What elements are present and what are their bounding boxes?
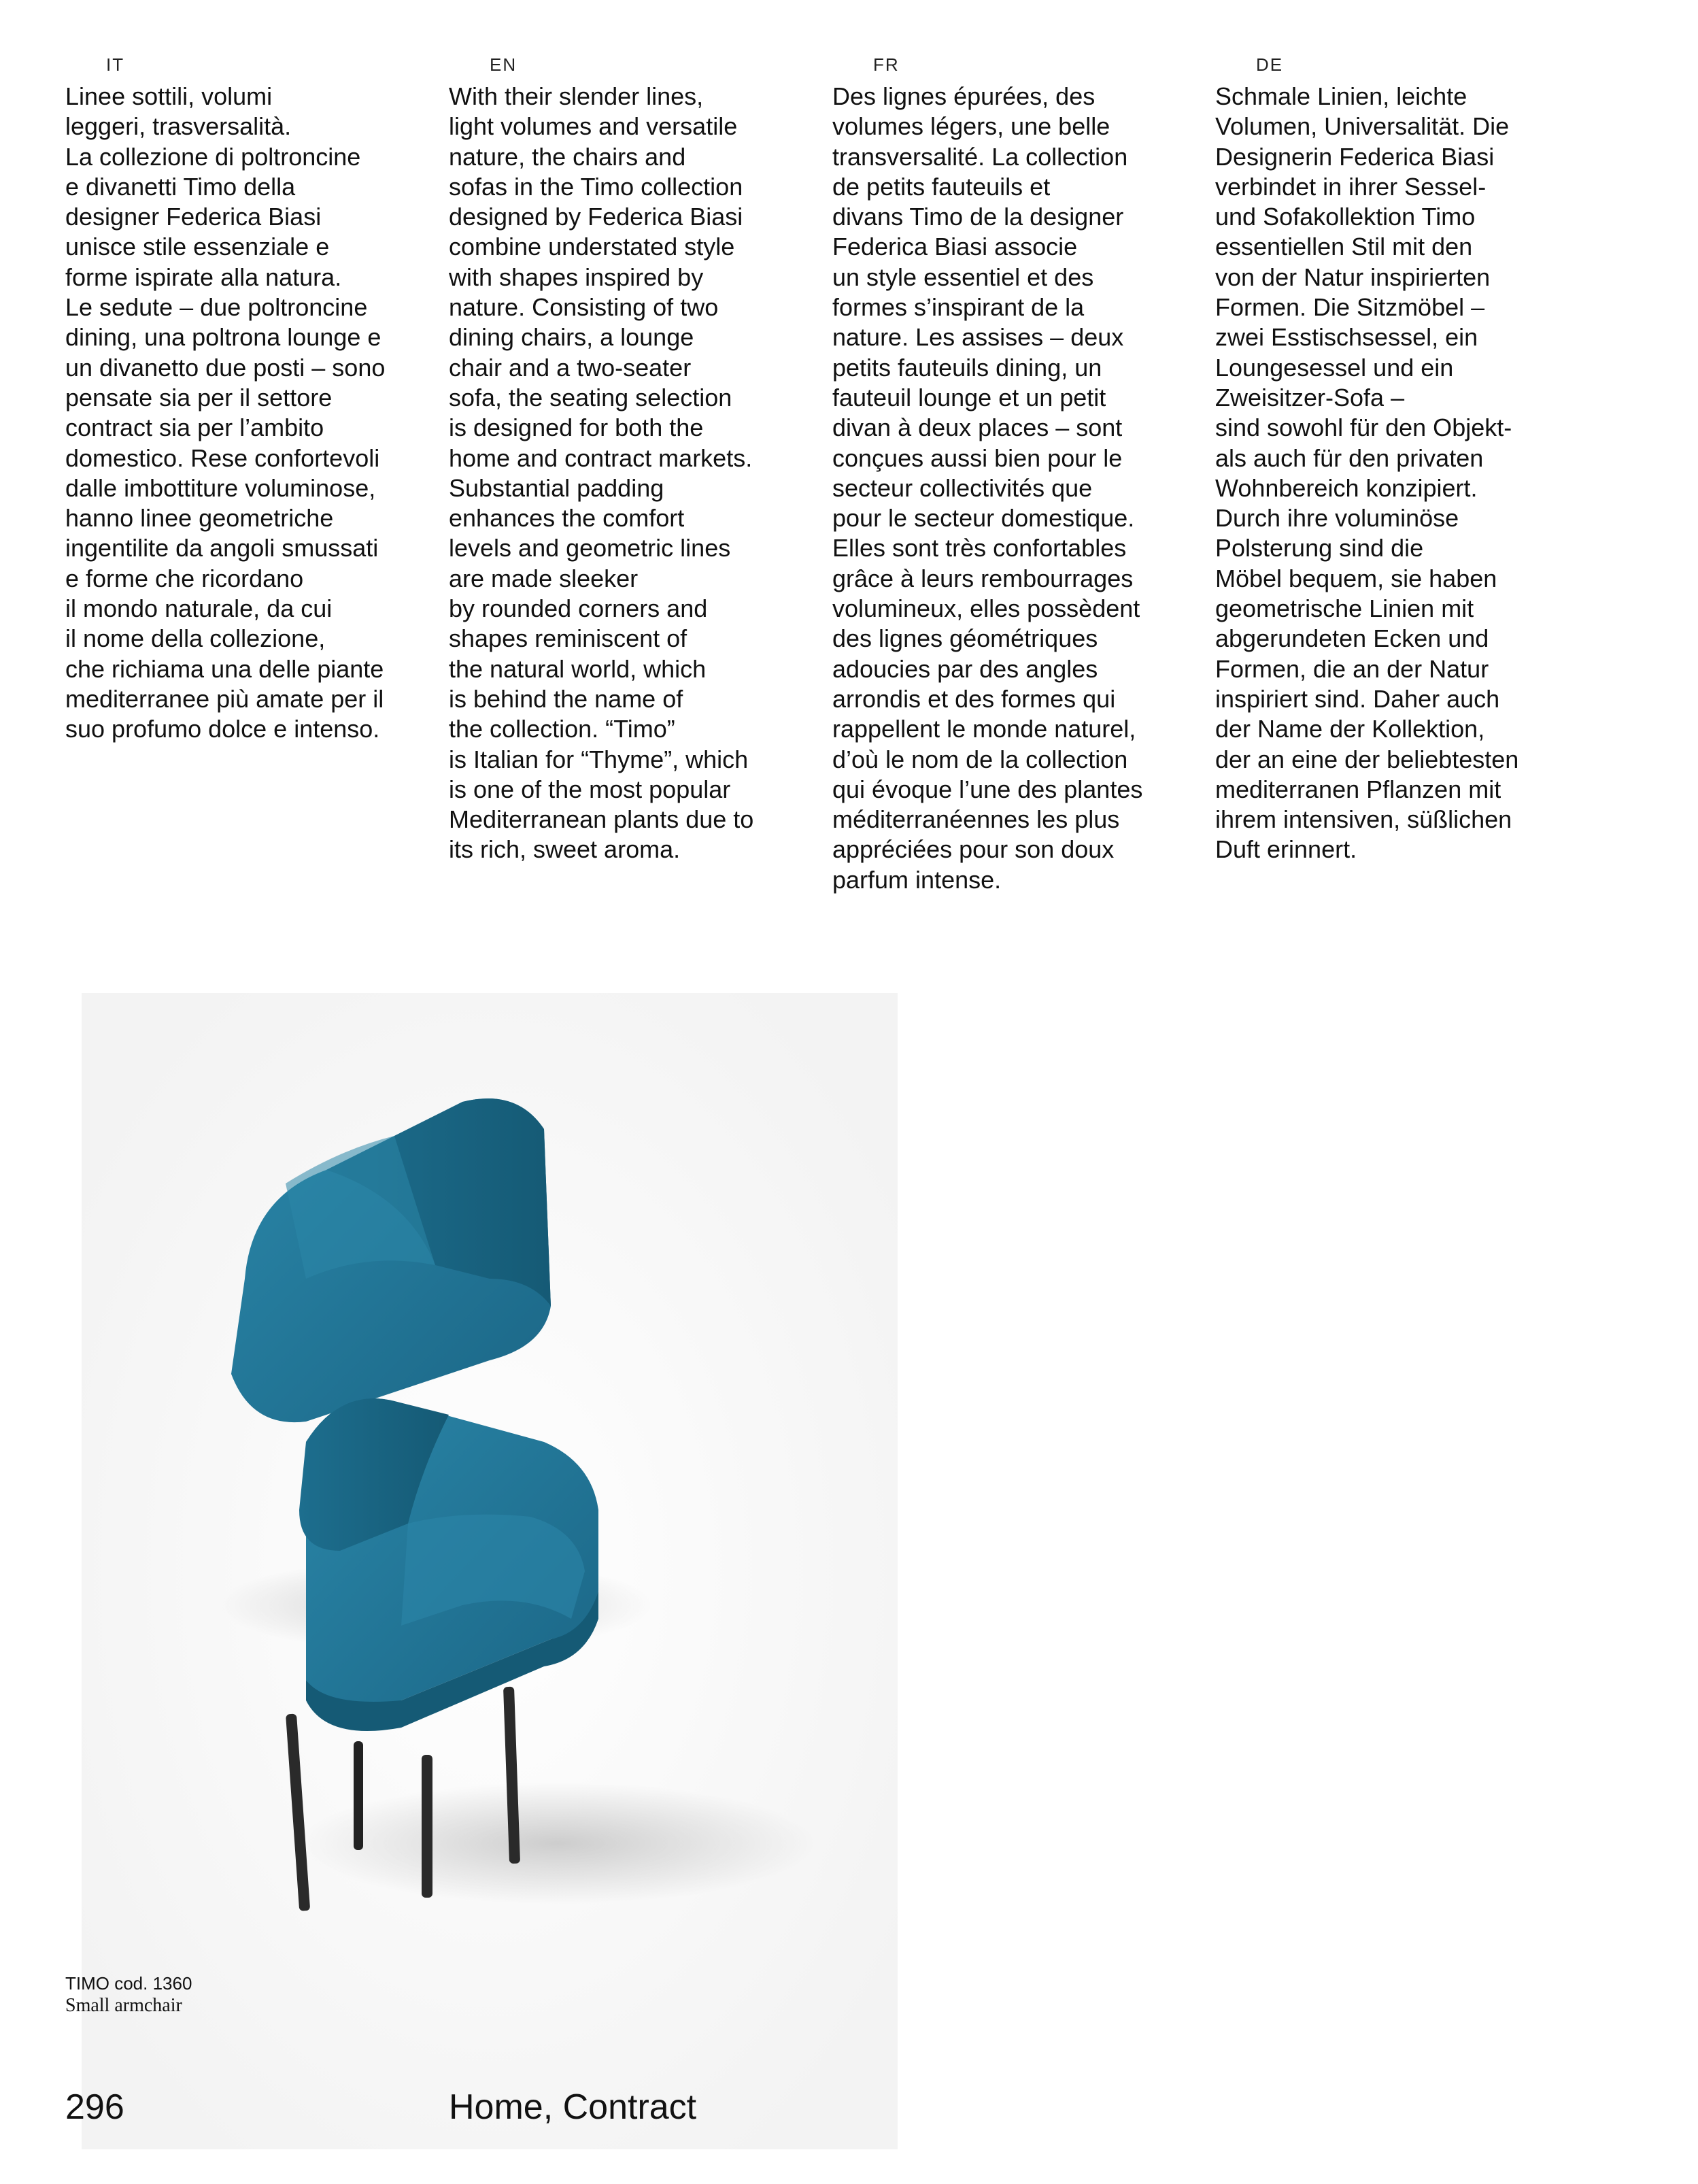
language-label-en: EN [490, 54, 517, 75]
language-label-fr: FR [873, 54, 900, 75]
body-text-it: Linee sottili, volumi leggeri, trasversalità. La collezione di poltroncine e divanetti Timo della designer Federica Biasi unisce stile essenziale e forme ispirate alla natura. Le sedute – due poltroncine dining, una poltrona lounge e un divanetto due posti – sono pensate sia per il settore contract sia per l’ambito domestico. Rese confortevoli dalle imbottiture voluminose, hanno linee geometriche ingentilite da angoli smussati e forme che ricordano il mondo naturale, da cui il nome della collezione, che richiama una delle piante mediterranee più amate per il suo profumo dolce e intenso. [65, 82, 386, 743]
product-photo-timo-armchairs [82, 993, 898, 2149]
product-description: Small armchair [65, 1995, 182, 2016]
body-text-fr: Des lignes épurées, des volumes légers, une belle transversalité. La collection de petits fauteuils et divans Timo de la designer Federica Biasi associe un style essentiel et des formes s’inspirant de la nature. Les assises – deux petits fauteuils dining, un fauteuil lounge et un petit divan à deux places – sont conçues aussi bien pour le secteur collectivités que pour le secteur domestique. Elles sont très confortables grâce à leurs rembourrages volumineux, elles possèdent des lignes géométriques adoucies par des angles arrondis et des formes qui rappellent le monde naturel, d’où le nom de la collection qui évoque l’une des plantes méditerranéennes les plus appréciées pour son doux parfum intense. [832, 82, 1143, 894]
body-text-en: With their slender lines, light volumes and versatile nature, the chairs and sofas in the Timo collection designed by Federica Biasi combine understated style with shapes inspired by nature. Consisting of two dining chairs, a lounge chair and a two-seater sofa, the seating selection is designed for both the home and contract markets. Substantial padding enhances the comfort levels and geometric lines are made sleeker by rounded corners and shapes reminiscent of the natural world, which is behind the name of the collection. “Timo” is Italian for “Thyme”, which is one of the most popular Mediterranean plants due to its rich, sweet aroma. [449, 82, 754, 864]
column-italian [65, 54, 432, 745]
section-title: Home, Contract [449, 2087, 697, 2127]
column-french [832, 54, 1200, 895]
column-german [1215, 54, 1582, 865]
body-text-de: Schmale Linien, leichte Volumen, Universalität. Die Designerin Federica Biasi verbindet in ihrer Sessel- und Sofakollektion Timo essentiellen Stil mit den von der Natur inspirierten Formen. Die Sitzmöbel – zwei Esstischsessel, ein Loungesessel und ein Zweisitzer-Sofa – sind sowohl für den Objekt- als auch für den privaten Wohnbereich konzipiert. Durch ihre voluminöse Polsterung sind die Möbel bequem, sie haben geometrische Linien mit abgerundeten Ecken und Formen, die an der Natur inspiriert sind. Daher auch der Name der Kollektion, der an eine der beliebtesten mediterranen Pflanzen mit ihrem intensiven, süßlichen Duft erinnert. [1215, 82, 1519, 864]
floor-shadow [299, 1782, 816, 1904]
page-number: 296 [65, 2087, 124, 2127]
product-code: TIMO cod. 1360 [65, 1973, 192, 1994]
language-label-de: DE [1256, 54, 1284, 75]
photo-caption [65, 1972, 192, 2017]
column-english [449, 54, 816, 865]
language-label-it: IT [106, 54, 125, 75]
